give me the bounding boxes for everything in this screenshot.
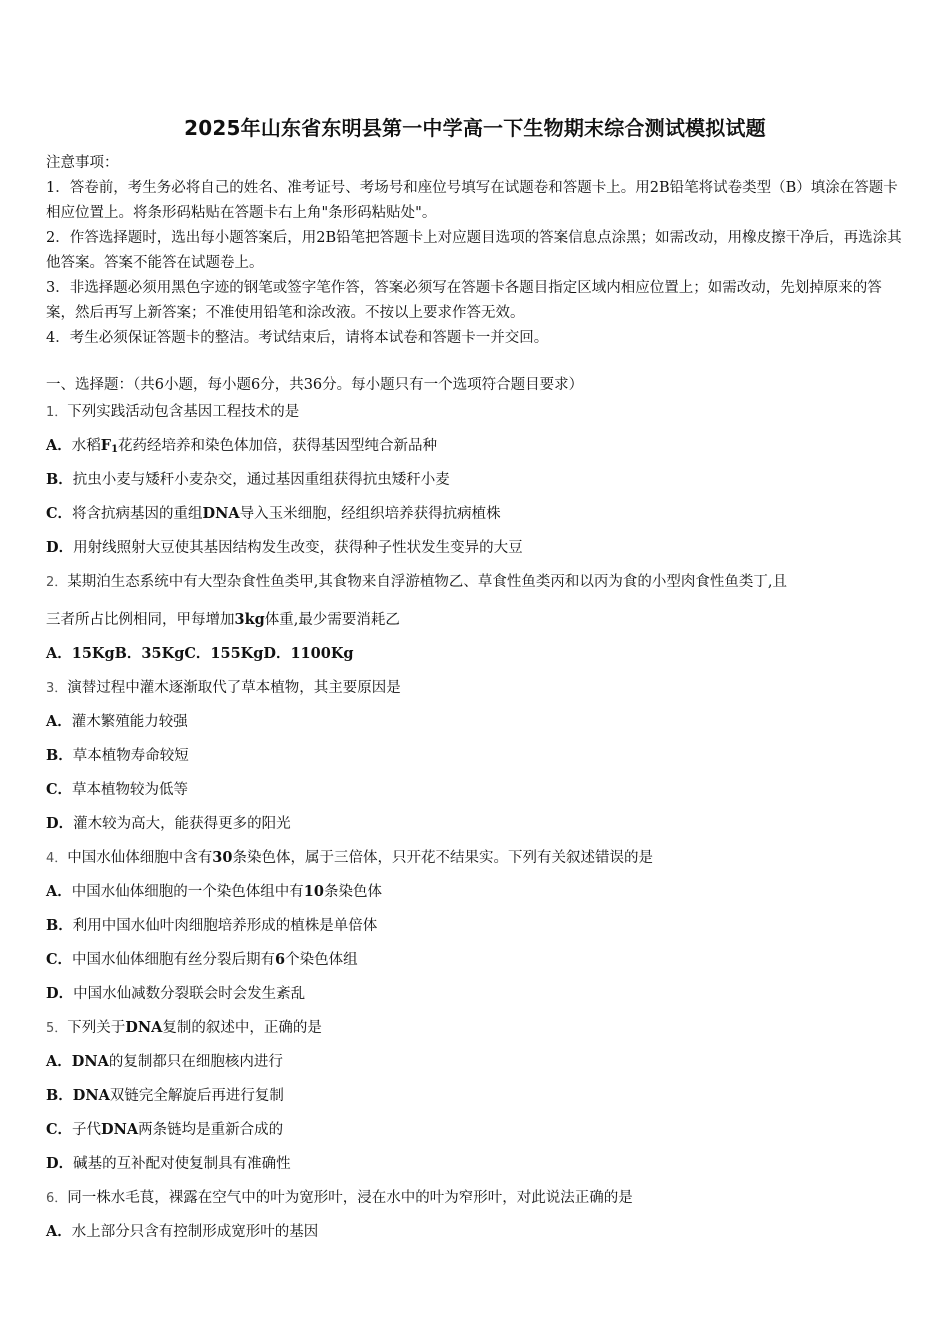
question-number: 2． <box>46 575 68 590</box>
option-text: 双链完全解旋后再进行复制 <box>109 1088 284 1104</box>
question-1-stem <box>46 400 916 421</box>
question-text: 三者所占比例相同，甲每增加 <box>46 612 235 628</box>
option-letter: A． <box>46 713 72 730</box>
option-letter: C． <box>46 1121 73 1138</box>
option-text: 中国水仙体细胞有丝分裂后期有 <box>72 952 276 968</box>
question-number: 1． <box>46 405 68 420</box>
question-text: 某期泊生态系统中有大型杂食性鱼类甲,其食物来自浮游植物乙、草食性鱼类丙和以丙为食的小型肉食性鱼类丁,且 <box>67 574 787 590</box>
option-letter: A． <box>46 883 72 900</box>
option-text: DNA <box>72 1087 110 1104</box>
notice-item: 4．考生必须保证答题卡的整洁。考试结束后，请将本试卷和答题卡一并交回。 <box>46 330 549 346</box>
option-letter: C． <box>46 505 73 522</box>
question-3-option-d <box>46 812 916 833</box>
question-4-option-d <box>46 982 916 1003</box>
option-text: DNA <box>101 1121 139 1138</box>
option-text: 个染色体组 <box>285 952 358 968</box>
option-letter: B． <box>46 1087 73 1104</box>
question-text: 条染色体，属于三倍体，只开花不结果实。下列有关叙述错误的是 <box>232 850 653 866</box>
option-text: 6 <box>275 951 286 968</box>
question-3-option-a <box>46 710 916 731</box>
question-1-option-a <box>46 434 916 455</box>
question-5-option-b <box>46 1084 916 1105</box>
question-text: 30 <box>212 849 233 866</box>
option-text: 导入玉米细胞，经组织培养获得抗病植株 <box>239 506 501 522</box>
option-text: 中国水仙体细胞的一个染色体组中有 <box>71 884 304 900</box>
question-2-stem <box>46 570 916 591</box>
question-text: 同一株水毛茛，裸露在空气中的叶为宽形叶，浸在水中的叶为窄形叶，对此说法正确的是 <box>67 1190 633 1206</box>
question-5-stem <box>46 1016 916 1037</box>
question-4-option-b <box>46 914 916 935</box>
notice-block <box>46 151 908 351</box>
option-letter: B． <box>46 917 73 934</box>
question-text: 中国水仙体细胞中含有 <box>67 850 213 866</box>
option-text: 10 <box>303 883 324 900</box>
question-2-options: A．15KgB．35KgC．155KgD．1100Kg <box>46 645 354 662</box>
question-text: 复制的叙述中，正确的是 <box>162 1020 322 1036</box>
question-text: 下列实践活动包含基因工程技术的是 <box>67 404 300 420</box>
option-text: 利用中国水仙叶肉细胞培养形成的植株是单倍体 <box>72 918 378 934</box>
question-number: 5． <box>46 1021 68 1036</box>
question-4-option-a <box>46 880 916 901</box>
question-text: 下列关于 <box>67 1020 126 1036</box>
option-letter: A． <box>46 437 72 454</box>
option-text: 水上部分只含有控制形成宽形叶的基因 <box>71 1224 319 1240</box>
option-letter: D． <box>46 815 74 832</box>
option-text: DNA <box>71 1053 109 1070</box>
section-heading: 一、选择题：（共6小题，每小题6分，共36分。每小题只有一个选项符合题目要求） <box>46 377 584 393</box>
question-5-option-a <box>46 1050 916 1071</box>
question-number: 4． <box>46 851 68 866</box>
question-text: 体重,最少需要消耗乙 <box>264 612 400 628</box>
question-3-option-b <box>46 744 916 765</box>
option-text: 中国水仙减数分裂联会时会发生紊乱 <box>73 986 306 1002</box>
question-1-option-c <box>46 502 916 523</box>
option-text: 草本植物寿命较短 <box>72 748 189 764</box>
notice-item: 1．答卷前，考生务必将自己的姓名、准考证号、考场号和座位号填写在试题卷和答题卡上。用2B铅笔将试卷类型（B）填涂在答题卡相应位置上。将条形码粘贴在答题卡右上角"条形码粘贴处"。 <box>46 180 898 221</box>
question-1-option-d <box>46 536 916 557</box>
question-text: DNA <box>125 1019 163 1036</box>
option-letter: D． <box>46 539 74 556</box>
option-text: 两条链均是重新合成的 <box>138 1122 284 1138</box>
question-5-option-d <box>46 1152 916 1173</box>
question-3-option-c <box>46 778 916 799</box>
option-text: 条染色体 <box>323 884 382 900</box>
notice-heading: 注意事项： <box>46 155 119 171</box>
option-letter: C． <box>46 781 73 798</box>
question-1-option-b <box>46 468 916 489</box>
option-letter: B． <box>46 747 73 764</box>
option-text: 灌木较为高大，能获得更多的阳光 <box>73 816 291 832</box>
option-letter: C． <box>46 951 73 968</box>
option-text: 子代 <box>72 1122 102 1138</box>
option-text: 抗虫小麦与矮秆小麦杂交，通过基因重组获得抗虫矮秆小麦 <box>72 472 450 488</box>
notice-item: 3．非选择题必须用黑色字迹的钢笔或签字笔作答，答案必须写在答题卡各题目指定区域内相应位置上；如需改动，先划掉原来的答案，然后再写上新答案；不准使用铅笔和涂改液。不按以上要求作答无效。 <box>46 280 882 321</box>
option-letter: B． <box>46 471 73 488</box>
question-4-option-c <box>46 948 916 969</box>
option-subscript: 1 <box>111 444 119 455</box>
option-text: 灌木繁殖能力较强 <box>71 714 188 730</box>
option-text: 水稻 <box>71 438 101 454</box>
question-text: 3kg <box>234 611 265 628</box>
option-text: 花药经培养和染色体加倍，获得基因型纯合新品种 <box>118 438 438 454</box>
question-3-stem <box>46 676 916 697</box>
option-text: 的复制都只在细胞核内进行 <box>108 1054 283 1070</box>
question-5-option-c <box>46 1118 916 1139</box>
option-letter: A． <box>46 1223 72 1240</box>
option-letter: D． <box>46 985 74 1002</box>
question-6-option-a <box>46 1220 916 1241</box>
option-text: 草本植物较为低等 <box>72 782 189 798</box>
question-text: 演替过程中灌木逐渐取代了草本植物，其主要原因是 <box>67 680 401 696</box>
question-6-stem <box>46 1186 916 1207</box>
option-text: DNA <box>202 505 240 522</box>
option-letter: A． <box>46 1053 72 1070</box>
option-text: 碱基的互补配对使复制具有准确性 <box>73 1156 291 1172</box>
option-letter: D． <box>46 1155 74 1172</box>
question-4-stem <box>46 846 916 867</box>
option-text: 将含抗病基因的重组 <box>72 506 203 522</box>
page-title: 2025年山东省东明县第一中学高一下生物期末综合测试模拟试题 <box>184 116 766 140</box>
question-2-stem-continued <box>46 608 916 629</box>
notice-item: 2．作答选择题时，选出每小题答案后，用2B铅笔把答题卡上对应题目选项的答案信息点涂黑；如需改动，用橡皮擦干净后，再选涂其他答案。答案不能答在试题卷上。 <box>46 230 902 271</box>
question-number: 3． <box>46 681 68 696</box>
option-text: 用射线照射大豆使其基因结构发生改变，获得种子性状发生变异的大豆 <box>73 540 523 556</box>
option-text: F <box>100 437 112 454</box>
question-number: 6． <box>46 1191 68 1206</box>
